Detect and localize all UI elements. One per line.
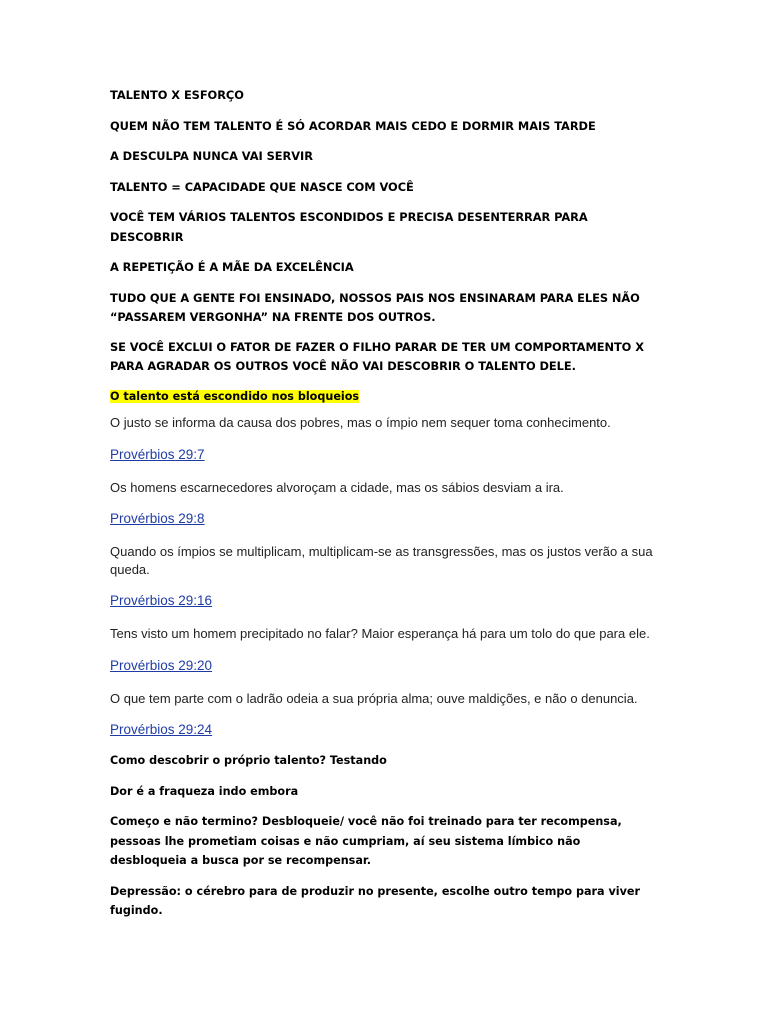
verse-ref-wrapper	[110, 592, 655, 612]
verse-reference-link[interactable]: Provérbios 29:20	[110, 657, 213, 673]
closing-line-1: Como descobrir o próprio talento? Testando	[110, 754, 387, 767]
highlight-text: O talento está escondido nos bloqueios	[110, 389, 360, 403]
caps-paragraph-8: SE VOCÊ EXCLUI O FATOR DE FAZER O FILHO PARAR DE TER UM COMPORTAMENTO X PARA AGRADAR OS OUTROS VOCÊ NÃO VAI DESCOBRIR O TALENTO DELE.	[110, 339, 644, 373]
verse-text: O que tem parte com o ladrão odeia a sua própria alma; ouve maldições, e não o denuncia.	[110, 690, 638, 706]
verse-text: O justo se informa da causa dos pobres, mas o ímpio nem sequer toma conhecimento.	[110, 415, 611, 430]
verse-reference-link[interactable]: Provérbios 29:16	[110, 593, 213, 608]
verse-reference-link[interactable]: Provérbios 29:8	[110, 511, 205, 526]
closing-paragraph-3: Começo e não termino? Desbloqueie/ você não foi treinado para ter recompensa, pessoas lhe prometiam coisas e não cumpriam, aí seu sistema límbico não desbloqueia a busca por se recompensar.	[110, 815, 622, 867]
verse-ref-wrapper	[110, 657, 655, 677]
verse-reference-link[interactable]: Provérbios 29:7	[110, 446, 205, 462]
closing-line-4: Depressão: o cérebro para de produzir no presente, escolhe outro tempo para viver fugindo.	[110, 884, 640, 917]
verse-text: Os homens escarnecedores alvoroçam a cidade, mas os sábios desviam a ira.	[110, 479, 564, 495]
caps-line-2: QUEM NÃO TEM TALENTO É SÓ ACORDAR MAIS CEDO E DORMIR MAIS TARDE	[110, 118, 596, 133]
verse-text: Tens visto um homem precipitado no falar? Maior esperança há para um tolo do que para ele.	[110, 626, 650, 641]
highlighted-line	[110, 387, 655, 407]
verse-ref-wrapper	[110, 510, 655, 530]
verse-text: Quando os ímpios se multiplicam, multiplicam-se as transgressões, mas os justos verão a sua queda.	[110, 544, 653, 577]
heading-title: TALENTO X ESFORÇO	[110, 88, 244, 102]
caps-line-3: A DESCULPA NUNCA VAI SERVIR	[110, 149, 313, 163]
document-page	[110, 86, 655, 932]
caps-line-6: A REPETIÇÃO É A MÃE DA EXCELÊNCIA	[110, 260, 354, 274]
caps-paragraph-7: TUDO QUE A GENTE FOI ENSINADO, NOSSOS PAIS NOS ENSINARAM PARA ELES NÃO “PASSAREM VERGONHA” NA FRENTE DOS OUTROS.	[110, 290, 640, 324]
verse-ref-wrapper	[110, 446, 655, 466]
caps-line-4: TALENTO = CAPACIDADE QUE NASCE COM VOCÊ	[110, 179, 414, 194]
verse-reference-link[interactable]: Provérbios 29:24	[110, 722, 213, 737]
closing-line-2: Dor é a fraqueza indo embora	[110, 784, 299, 798]
verse-ref-wrapper	[110, 721, 655, 741]
caps-line-5: VOCÊ TEM VÁRIOS TALENTOS ESCONDIDOS E PRECISA DESENTERRAR PARA DESCOBRIR	[110, 210, 588, 244]
